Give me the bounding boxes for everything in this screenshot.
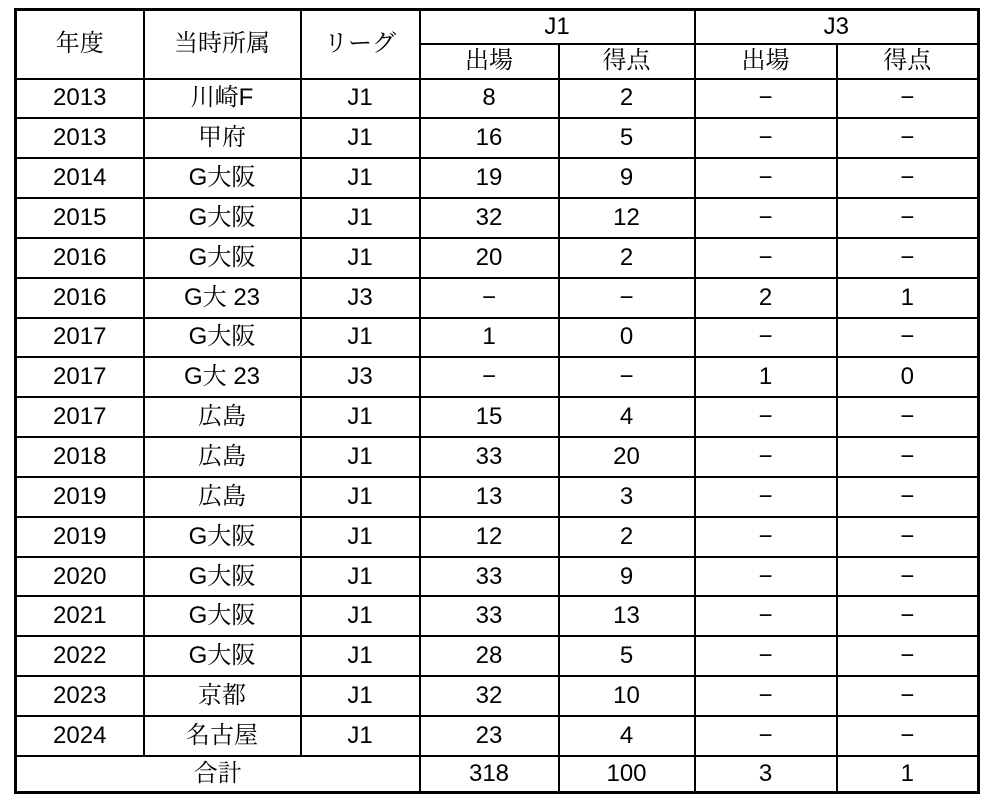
- j1-apps-cell: 33: [420, 437, 559, 477]
- j3-apps-cell: −: [695, 517, 837, 557]
- league-cell: J1: [301, 198, 420, 238]
- club-cell: G大阪: [144, 596, 301, 636]
- j1-goals-cell: 9: [559, 557, 695, 597]
- j3-apps-cell: −: [695, 477, 837, 517]
- year-cell: 2022: [16, 636, 144, 676]
- year-cell: 2019: [16, 477, 144, 517]
- j3-goals-cell: −: [837, 158, 979, 198]
- j1-goals-cell: 5: [559, 636, 695, 676]
- j3-goals-cell: −: [837, 118, 979, 158]
- j1-apps-cell: −: [420, 278, 559, 318]
- j3-apps-cell: −: [695, 238, 837, 278]
- table-row: [16, 636, 979, 676]
- table-row: [16, 318, 979, 358]
- col-header-j1-group: J1: [420, 10, 695, 44]
- j3-apps-cell: −: [695, 158, 837, 198]
- j1-apps-cell: 28: [420, 636, 559, 676]
- j3-apps-cell: −: [695, 198, 837, 238]
- j3-goals-cell: −: [837, 477, 979, 517]
- year-cell: 2018: [16, 437, 144, 477]
- table-row: [16, 477, 979, 517]
- j3-goals-cell: −: [837, 596, 979, 636]
- year-cell: 2024: [16, 716, 144, 756]
- league-cell: J1: [301, 158, 420, 198]
- career-stats-table: [14, 8, 980, 794]
- header-group-row: [16, 10, 979, 44]
- year-cell: 2023: [16, 676, 144, 716]
- year-cell: 2016: [16, 278, 144, 318]
- j1-apps-cell: 19: [420, 158, 559, 198]
- j1-apps-cell: 23: [420, 716, 559, 756]
- j3-apps-cell: −: [695, 318, 837, 358]
- j1-goals-cell: 2: [559, 517, 695, 557]
- j1-goals-cell: 12: [559, 198, 695, 238]
- table-row: [16, 596, 979, 636]
- j1-goals-cell: 2: [559, 238, 695, 278]
- league-cell: J1: [301, 636, 420, 676]
- year-cell: 2016: [16, 238, 144, 278]
- table-row: [16, 676, 979, 716]
- year-cell: 2013: [16, 118, 144, 158]
- j3-apps-cell: −: [695, 118, 837, 158]
- league-cell: J1: [301, 716, 420, 756]
- club-cell: 川崎F: [144, 79, 301, 119]
- total-row: [16, 756, 979, 793]
- col-header-j1-apps: 出場: [420, 44, 559, 79]
- col-header-j1-goals: 得点: [559, 44, 695, 79]
- year-cell: 2019: [16, 517, 144, 557]
- j1-apps-cell: 13: [420, 477, 559, 517]
- club-cell: G大阪: [144, 636, 301, 676]
- j1-apps-cell: 12: [420, 517, 559, 557]
- league-cell: J1: [301, 238, 420, 278]
- j3-goals-cell: −: [837, 557, 979, 597]
- total-j3-apps-cell: 3: [695, 756, 837, 793]
- j3-goals-cell: −: [837, 238, 979, 278]
- club-cell: 広島: [144, 437, 301, 477]
- league-cell: J1: [301, 397, 420, 437]
- col-header-year: 年度: [16, 10, 144, 79]
- league-cell: J1: [301, 437, 420, 477]
- table-row: [16, 517, 979, 557]
- table-row: [16, 357, 979, 397]
- j1-goals-cell: 10: [559, 676, 695, 716]
- table-row: [16, 238, 979, 278]
- club-cell: 京都: [144, 676, 301, 716]
- j1-apps-cell: 32: [420, 676, 559, 716]
- table-row: [16, 437, 979, 477]
- j1-apps-cell: −: [420, 357, 559, 397]
- j1-goals-cell: 5: [559, 118, 695, 158]
- club-cell: 広島: [144, 397, 301, 437]
- club-cell: G大阪: [144, 557, 301, 597]
- club-cell: G大 23: [144, 278, 301, 318]
- j3-apps-cell: −: [695, 716, 837, 756]
- total-j1-apps-cell: 318: [420, 756, 559, 793]
- table-row: [16, 158, 979, 198]
- league-cell: J1: [301, 676, 420, 716]
- j3-apps-cell: −: [695, 397, 837, 437]
- year-cell: 2020: [16, 557, 144, 597]
- j1-goals-cell: 0: [559, 318, 695, 358]
- league-cell: J1: [301, 596, 420, 636]
- j3-apps-cell: −: [695, 437, 837, 477]
- table-row: [16, 118, 979, 158]
- j1-goals-cell: −: [559, 357, 695, 397]
- club-cell: 名古屋: [144, 716, 301, 756]
- year-cell: 2021: [16, 596, 144, 636]
- j3-apps-cell: −: [695, 636, 837, 676]
- year-cell: 2015: [16, 198, 144, 238]
- club-cell: G大阪: [144, 517, 301, 557]
- col-header-j3-goals: 得点: [837, 44, 979, 79]
- club-cell: G大 23: [144, 357, 301, 397]
- j3-goals-cell: −: [837, 79, 979, 119]
- j3-apps-cell: −: [695, 557, 837, 597]
- j3-apps-cell: −: [695, 676, 837, 716]
- table-body: [16, 79, 979, 756]
- league-cell: J1: [301, 557, 420, 597]
- j1-apps-cell: 16: [420, 118, 559, 158]
- club-cell: G大阪: [144, 318, 301, 358]
- j3-goals-cell: 0: [837, 357, 979, 397]
- club-cell: G大阪: [144, 238, 301, 278]
- career-stats-table-wrapper: [14, 8, 980, 794]
- table-row: [16, 397, 979, 437]
- table-row: [16, 278, 979, 318]
- j3-goals-cell: −: [837, 676, 979, 716]
- club-cell: G大阪: [144, 198, 301, 238]
- col-header-club: 当時所属: [144, 10, 301, 79]
- year-cell: 2017: [16, 318, 144, 358]
- j1-goals-cell: 20: [559, 437, 695, 477]
- j3-goals-cell: −: [837, 318, 979, 358]
- j1-apps-cell: 15: [420, 397, 559, 437]
- j3-apps-cell: 2: [695, 278, 837, 318]
- j3-goals-cell: 1: [837, 278, 979, 318]
- j1-apps-cell: 33: [420, 596, 559, 636]
- league-cell: J1: [301, 318, 420, 358]
- col-header-j3-apps: 出場: [695, 44, 837, 79]
- league-cell: J1: [301, 118, 420, 158]
- j1-goals-cell: 9: [559, 158, 695, 198]
- col-header-league: リーグ: [301, 10, 420, 79]
- league-cell: J3: [301, 278, 420, 318]
- j1-goals-cell: 2: [559, 79, 695, 119]
- col-header-j3-group: J3: [695, 10, 979, 44]
- league-cell: J1: [301, 79, 420, 119]
- club-cell: 甲府: [144, 118, 301, 158]
- year-cell: 2013: [16, 79, 144, 119]
- table-row: [16, 198, 979, 238]
- j1-goals-cell: 13: [559, 596, 695, 636]
- j1-goals-cell: 4: [559, 397, 695, 437]
- year-cell: 2014: [16, 158, 144, 198]
- j3-apps-cell: −: [695, 79, 837, 119]
- j1-goals-cell: 3: [559, 477, 695, 517]
- league-cell: J1: [301, 477, 420, 517]
- j1-apps-cell: 33: [420, 557, 559, 597]
- club-cell: 広島: [144, 477, 301, 517]
- j1-apps-cell: 1: [420, 318, 559, 358]
- j3-goals-cell: −: [837, 636, 979, 676]
- j1-apps-cell: 32: [420, 198, 559, 238]
- table-header: [16, 10, 979, 79]
- j3-apps-cell: −: [695, 596, 837, 636]
- club-cell: G大阪: [144, 158, 301, 198]
- total-j3-goals-cell: 1: [837, 756, 979, 793]
- table-row: [16, 716, 979, 756]
- total-j1-goals-cell: 100: [559, 756, 695, 793]
- table-row: [16, 79, 979, 119]
- j1-goals-cell: 4: [559, 716, 695, 756]
- table-row: [16, 557, 979, 597]
- j3-goals-cell: −: [837, 517, 979, 557]
- league-cell: J3: [301, 357, 420, 397]
- total-label-cell: 合計: [16, 756, 420, 793]
- year-cell: 2017: [16, 397, 144, 437]
- j3-goals-cell: −: [837, 198, 979, 238]
- year-cell: 2017: [16, 357, 144, 397]
- j1-apps-cell: 20: [420, 238, 559, 278]
- j3-goals-cell: −: [837, 716, 979, 756]
- j3-apps-cell: 1: [695, 357, 837, 397]
- j1-apps-cell: 8: [420, 79, 559, 119]
- j3-goals-cell: −: [837, 397, 979, 437]
- j3-goals-cell: −: [837, 437, 979, 477]
- table-footer: [16, 756, 979, 793]
- league-cell: J1: [301, 517, 420, 557]
- j1-goals-cell: −: [559, 278, 695, 318]
